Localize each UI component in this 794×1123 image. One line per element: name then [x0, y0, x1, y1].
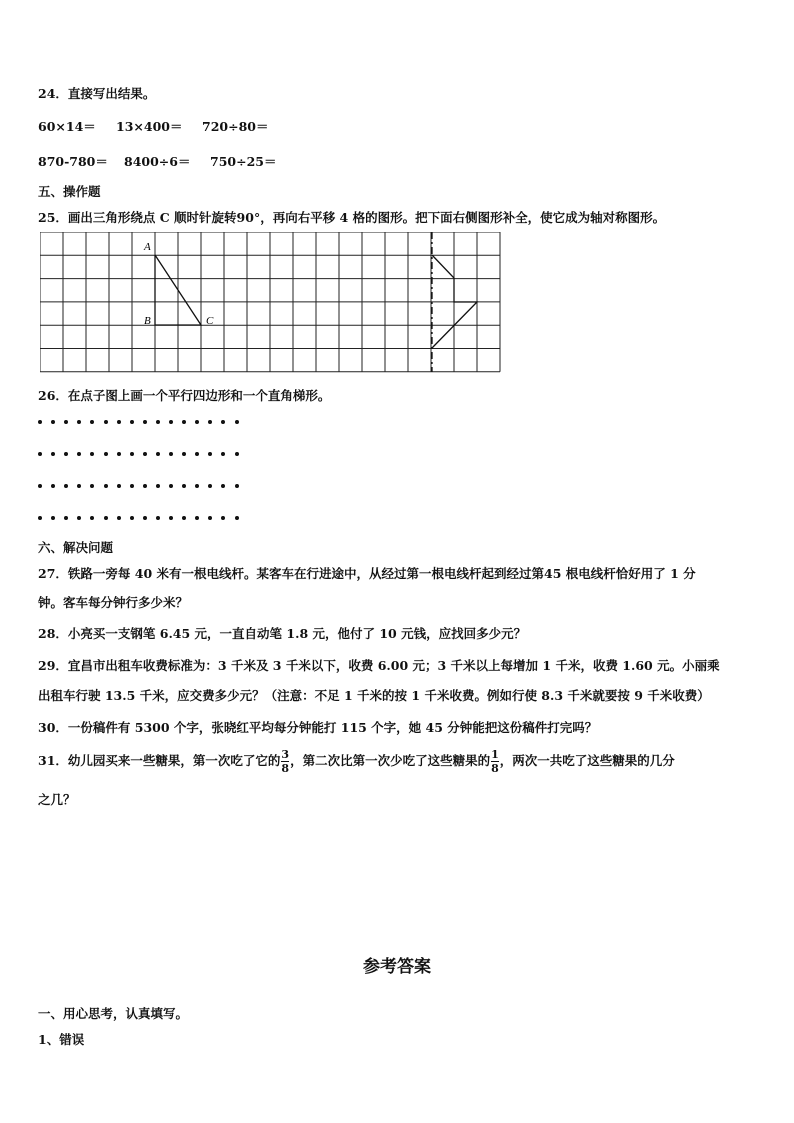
- q29-line1: 29．宜昌市出租车收费标准为：3 千米及 3 千米以下，收费 6.00 元；3 千米以上每增加 1 千米，收费 1.60 元。小丽乘: [38, 658, 720, 673]
- frac-denominator: 8: [491, 762, 499, 775]
- dot: [51, 420, 55, 424]
- dot: [235, 452, 239, 456]
- label-c: C: [206, 315, 214, 327]
- calc-expression: 720÷80＝: [202, 119, 269, 134]
- dot: [64, 420, 68, 424]
- dot: [235, 516, 239, 520]
- dot: [156, 516, 160, 520]
- dot: [77, 452, 81, 456]
- dot: [38, 516, 42, 520]
- dot: [130, 516, 134, 520]
- dot: [169, 420, 173, 424]
- dot: [130, 452, 134, 456]
- dot: [64, 484, 68, 488]
- q31-line2: 之几？: [38, 792, 76, 807]
- q25-text: 25．画出三角形绕点 C 顺时针旋转90°，再向右平移 4 格的图形。把下面右侧图形补全，使它成为轴对称图形。: [38, 210, 666, 225]
- frac-numerator: 1: [491, 748, 499, 761]
- dot: [90, 420, 94, 424]
- dot: [117, 420, 121, 424]
- dot: [77, 484, 81, 488]
- dot: [90, 516, 94, 520]
- dot: [221, 420, 225, 424]
- dot: [195, 420, 199, 424]
- dot: [221, 516, 225, 520]
- dot: [208, 516, 212, 520]
- frac-numerator: 3: [281, 748, 290, 761]
- dot: [90, 484, 94, 488]
- dot: [117, 452, 121, 456]
- calc-expression: 750÷25＝: [210, 154, 277, 169]
- label-b: B: [144, 315, 151, 327]
- dot: [143, 516, 147, 520]
- dot: [143, 484, 147, 488]
- dot: [208, 452, 212, 456]
- q30-text: 30．一份稿件有 5300 个字，张晓红平均每分钟能打 115 个字，她 45 分钟能把这份稿件打完吗？: [38, 720, 598, 735]
- fraction-three-eighths: [281, 748, 289, 775]
- dot: [77, 420, 81, 424]
- dot: [104, 516, 108, 520]
- frac-denominator: 8: [281, 762, 290, 775]
- dot: [235, 484, 239, 488]
- fraction-one-eighth: [491, 748, 499, 775]
- dot: [90, 452, 94, 456]
- dot: [117, 484, 121, 488]
- q28-text: 28．小亮买一支钢笔 6.45 元，一直自动笔 1.8 元，他付了 10 元钱，应找回多少元？: [38, 626, 527, 641]
- section-6-heading: 六、解决问题: [38, 540, 114, 555]
- label-a: A: [144, 241, 151, 253]
- dot: [51, 452, 55, 456]
- dot: [169, 516, 173, 520]
- q31-line1: [38, 748, 675, 775]
- dot: [221, 484, 225, 488]
- dot: [104, 484, 108, 488]
- dot: [169, 484, 173, 488]
- dot: [38, 452, 42, 456]
- q26-text: 26．在点子图上画一个平行四边形和一个直角梯形。: [38, 388, 331, 403]
- dot: [156, 420, 160, 424]
- section-5-heading: 五、操作题: [38, 184, 101, 199]
- calc-expression: 870-780＝: [38, 154, 108, 169]
- dot: [169, 452, 173, 456]
- dot: [208, 420, 212, 424]
- q31-part1: 31．幼儿园买来一些糖果，第一次吃了它的: [38, 753, 281, 768]
- dot: [64, 452, 68, 456]
- q27-line2: 钟。客车每分钟行多少米？: [38, 595, 189, 610]
- dot: [143, 420, 147, 424]
- dot: [182, 484, 186, 488]
- dot: [130, 420, 134, 424]
- dot: [51, 484, 55, 488]
- dot: [104, 452, 108, 456]
- dot: [195, 452, 199, 456]
- dot: [208, 484, 212, 488]
- dot: [38, 420, 42, 424]
- q27-line1: 27．铁路一旁每 40 米有一根电线杆。某客车在行进途中，从经过第一根电线杆起到经过第45 根电线杆恰好用了 1 分: [38, 566, 696, 581]
- dot: [195, 516, 199, 520]
- answers-title: 参考答案: [363, 957, 431, 977]
- dot: [221, 452, 225, 456]
- dot: [182, 516, 186, 520]
- dot: [235, 420, 239, 424]
- square-grid: [40, 232, 502, 374]
- dot: [64, 516, 68, 520]
- calc-expression: 8400÷6＝: [124, 154, 191, 169]
- dot: [77, 516, 81, 520]
- dot: [104, 420, 108, 424]
- dot: [195, 484, 199, 488]
- answers-item-1: 1、错误: [38, 1032, 85, 1047]
- dot: [117, 516, 121, 520]
- dot: [143, 452, 147, 456]
- calc-expression: 13×400＝: [116, 119, 183, 134]
- q31-part2: ，第二次比第一次少吃了这些糖果的: [290, 753, 491, 768]
- dot: [156, 452, 160, 456]
- q24-title: 24．直接写出结果。: [38, 86, 156, 101]
- calc-expression: 60×14＝: [38, 119, 96, 134]
- dot: [51, 516, 55, 520]
- dot: [38, 484, 42, 488]
- answers-section-1: 一、用心思考，认真填写。: [38, 1006, 189, 1021]
- dot: [130, 484, 134, 488]
- dot: [156, 484, 160, 488]
- dot: [182, 452, 186, 456]
- q31-part3: ，两次一共吃了这些糖果的几分: [499, 753, 675, 768]
- dot: [182, 420, 186, 424]
- q29-line2: 出租车行驶 13.5 千米，应交费多少元？（注意：不足 1 千米的按 1 千米收费。例如行使 8.3 千米就要按 9 千米收费）: [38, 688, 710, 703]
